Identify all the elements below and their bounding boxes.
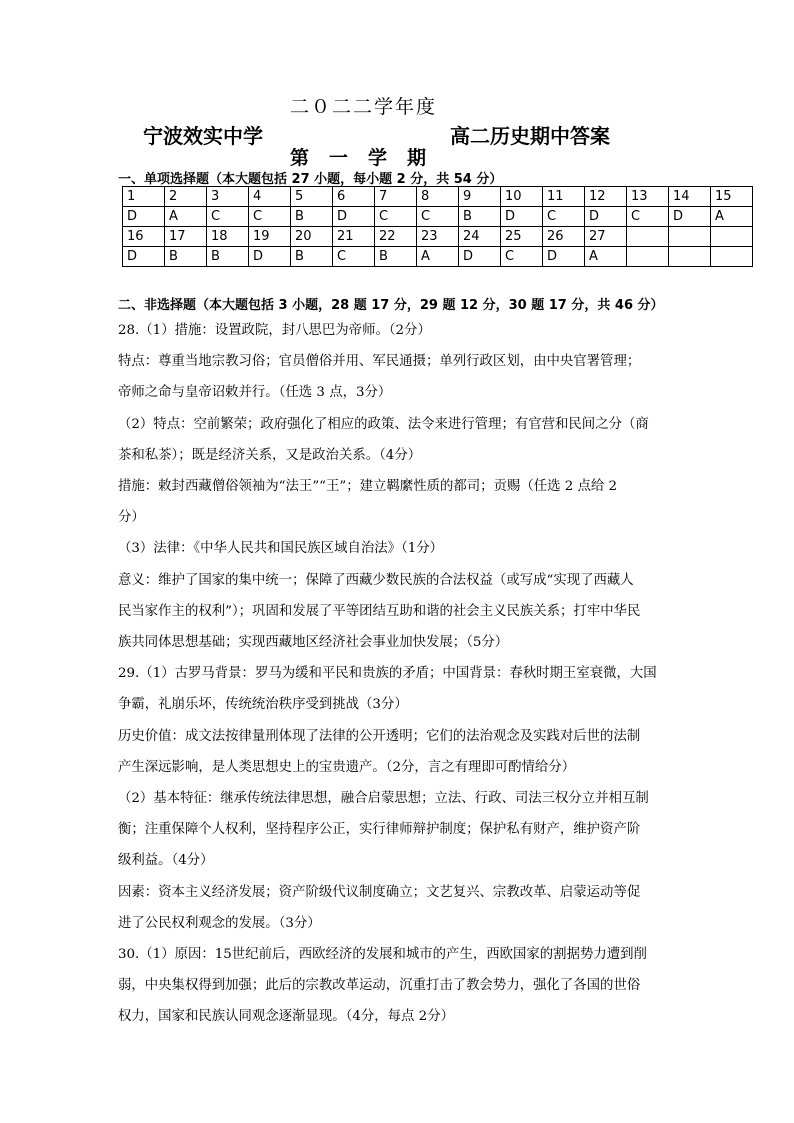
table-cell: D: [333, 207, 375, 227]
answer-line: （2）基本特征：继承传统法律思想，融合启蒙思想；立法、行政、司法三权分立并相互制: [118, 791, 649, 807]
table-cell: D: [501, 207, 543, 227]
answer-line: 进了公民权利观念的发展。（3分）: [118, 915, 321, 931]
table-cell: 24: [459, 227, 501, 247]
table-cell: D: [669, 207, 711, 227]
table-cell: 19: [249, 227, 291, 247]
table-row: [123, 207, 753, 227]
table-cell: B: [459, 207, 501, 227]
table-cell: C: [207, 207, 249, 227]
table-cell: 9: [459, 187, 501, 207]
answer-line: 衡；注重保障个人权利，坚持程序公正，实行律师辩护制度；保护私有财产，维护资产阶: [118, 822, 641, 838]
answer-line: 权力，国家和民族认同观念逐渐显现。（4分，每点 2分）: [118, 1009, 454, 1025]
answer-line: 产生深远影响，是人类思想史上的宝贵遗产。（2分，言之有理即可酌情给分）: [118, 759, 576, 775]
table-cell: 14: [669, 187, 711, 207]
table-cell: 8: [417, 187, 459, 207]
term-label: 第一学期: [290, 147, 447, 169]
table-cell: 1: [123, 187, 165, 207]
table-cell: 2: [165, 187, 207, 207]
document-title: 高二历史期中答案: [450, 124, 610, 148]
table-cell: C: [249, 207, 291, 227]
table-cell: B: [291, 247, 333, 267]
table-cell: A: [585, 247, 627, 267]
answer-line: 帝师之命与皇帝诏敕并行。（任选 3 点，3分）: [118, 385, 392, 401]
answer-line: 族共同体思想基础；实现西藏地区经济社会事业加快发展；（5分）: [118, 635, 509, 651]
table-cell: C: [375, 207, 417, 227]
table-cell: B: [291, 207, 333, 227]
table-cell: [669, 227, 711, 247]
table-cell: 20: [291, 227, 333, 247]
table-cell: D: [585, 207, 627, 227]
table-cell: 21: [333, 227, 375, 247]
table-cell: [627, 247, 669, 267]
answer-line: 级利益。（4分）: [118, 853, 214, 869]
answer-line: 弱，中央集权得到加强；此后的宗教改革运动，沉重打击了教会势力，强化了各国的世俗: [118, 978, 641, 994]
table-cell: D: [123, 207, 165, 227]
table-cell: A: [165, 207, 207, 227]
table-cell: 5: [291, 187, 333, 207]
answer-body: [118, 315, 678, 1033]
answer-line: 历史价值：成文法按律量刑体现了法律的公开透明；它们的法治观念及实践对后世的法制: [118, 728, 641, 744]
school-name: 宁波效实中学: [143, 124, 263, 148]
table-row: [123, 187, 753, 207]
table-cell: B: [207, 247, 249, 267]
table-cell: [711, 227, 753, 247]
table-cell: 3: [207, 187, 249, 207]
table-row: [123, 227, 753, 247]
table-cell: 16: [123, 227, 165, 247]
table-cell: 17: [165, 227, 207, 247]
table-row: [123, 247, 753, 267]
table-cell: B: [165, 247, 207, 267]
table-cell: 15: [711, 187, 753, 207]
section1-title: 一、单项选择题（本大题包括 27 小题，每小题 2 分，共 54 分）: [118, 172, 503, 187]
table-cell: D: [459, 247, 501, 267]
answer-line: 措施：敕封西藏僧俗领袖为“法王”“王”；建立羁縻性质的都司；贡赐（任选 2 点给 2: [118, 479, 618, 495]
answer-line: 民当家作主的权利”）；巩固和发展了平等团结互助和谐的社会主义民族关系；打牢中华民: [118, 603, 641, 619]
table-cell: D: [249, 247, 291, 267]
answer-line: 意义：维护了国家的集中统一；保障了西藏少数民族的合法权益（或写成“实现了西藏人: [118, 572, 634, 588]
table-cell: 25: [501, 227, 543, 247]
table-cell: 13: [627, 187, 669, 207]
table-cell: C: [543, 207, 585, 227]
answer-line: 29.（1）古罗马背景：罗马为缓和平民和贵族的矛盾；中国背景：春秋时期王室衰微，大国: [118, 666, 657, 682]
table-cell: C: [333, 247, 375, 267]
table-cell: [627, 227, 669, 247]
table-cell: 27: [585, 227, 627, 247]
table-cell: 10: [501, 187, 543, 207]
table-cell: A: [711, 207, 753, 227]
answer-line: 茶和私茶）；既是经济关系，又是政治关系。（4分）: [118, 447, 422, 463]
table-cell: [669, 247, 711, 267]
answer-line: 特点：尊重当地宗教习俗；官员僧俗并用、军民通摄；单列行政区划，由中央官署管理；: [118, 354, 641, 370]
answer-line: 30.（1）原因：15世纪前后，西欧经济的发展和城市的产生，西欧国家的割据势力遭到削: [118, 947, 647, 963]
answer-line: 因素：资本主义经济发展；资产阶级代议制度确立；文艺复兴、宗教改革、启蒙运动等促: [118, 884, 641, 900]
answer-line: 分）: [118, 510, 145, 526]
answer-line: （2）特点：空前繁荣；政府强化了相应的政策、法令来进行管理；有官营和民间之分（商: [118, 416, 649, 432]
answer-line: 28.（1）措施：设置政院，封八思巴为帝师。（2分）: [118, 323, 431, 338]
table-cell: 11: [543, 187, 585, 207]
answer-line: （3）法律：《中华人民共和国民族区域自治法》（1分）: [118, 541, 444, 557]
table-cell: C: [627, 207, 669, 227]
table-cell: 4: [249, 187, 291, 207]
table-cell: 18: [207, 227, 249, 247]
table-cell: C: [417, 207, 459, 227]
table-cell: 22: [375, 227, 417, 247]
header-year-line: 二０二二学年度: [290, 96, 438, 118]
table-cell: D: [123, 247, 165, 267]
table-cell: [711, 247, 753, 267]
table-cell: B: [375, 247, 417, 267]
section2-title: 二、非选择题（本大题包括 3 小题，28 题 17 分，29 题 12 分，30 题 17 分，共 46 分）: [118, 298, 664, 313]
table-cell: 6: [333, 187, 375, 207]
table-cell: C: [501, 247, 543, 267]
answer-key-table: [122, 186, 753, 267]
table-cell: 26: [543, 227, 585, 247]
table-cell: 23: [417, 227, 459, 247]
answer-line: 争霸，礼崩乐坏，传统统治秩序受到挑战（3分）: [118, 697, 408, 713]
table-cell: A: [417, 247, 459, 267]
table-cell: 12: [585, 187, 627, 207]
table-cell: 7: [375, 187, 417, 207]
table-cell: D: [543, 247, 585, 267]
